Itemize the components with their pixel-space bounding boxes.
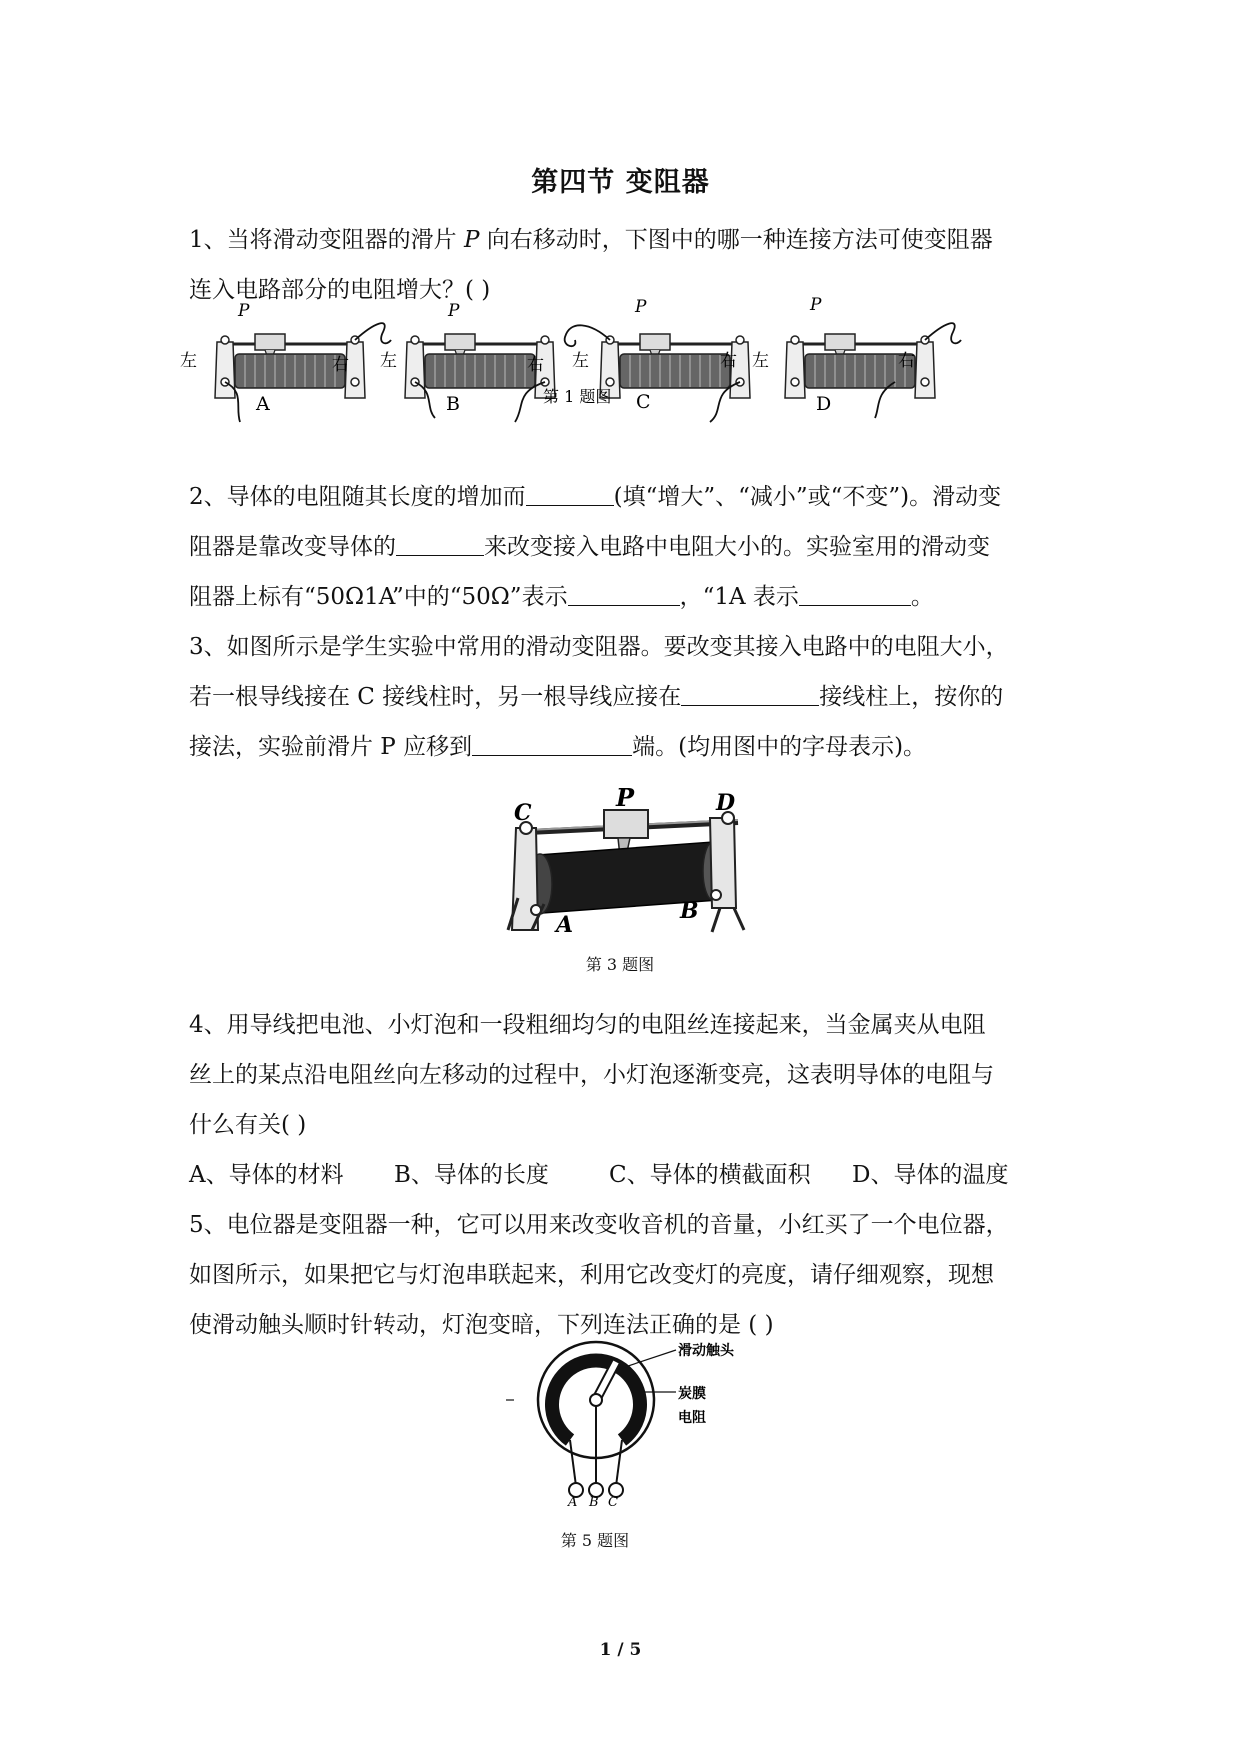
question-3: 3、如图所示是学生实验中常用的滑动变阻器。要改变其接入电路中的电阻大小， 若一根导线接在 C 接线柱时，另一根导线应接在 接线柱上，按你的 接法，实验前滑片 P 应移到 端。(均用图中的字母表示)。 <box>189 634 1009 760</box>
question-2: 2、导体的电阻随其长度的增加而 (填“增大”、“减小”或“不变”)。滑动变 阻器是靠改变导体的 来改变接入电路中电阻大小的。实验室用的滑动变 阻器上标有“50Ω1A”中的“50Ω”表示 ，“1A 表示 。 <box>189 472 1069 622</box>
fig3-label-b: B <box>680 898 699 924</box>
fig1-b-right-label: 右 <box>527 355 544 375</box>
fig5-resistor-label: 电阻 <box>678 1410 706 1426</box>
q4-options <box>189 1150 1069 1200</box>
figure-1-caption: 第 1 题图 <box>543 387 612 406</box>
fig5-slider-label: 滑动触头 <box>678 1343 734 1359</box>
question-5: 5、电位器是变阻器一种，它可以用来改变收音机的音量，小红买了一个电位器， 如图所示，如果把它与灯泡串联起来，利用它改变灯的亮度，请仔细观察，现想 使滑动触头顺时针转动，灯泡变暗，下列连法正确的是 ( ) <box>189 1212 1009 1338</box>
fig3-label-d: D <box>716 790 736 816</box>
option-d[interactable]: D、导体的温度 <box>852 1162 1009 1188</box>
fig1-c-slider-label: P <box>635 297 647 317</box>
answer-blank[interactable] <box>472 729 632 756</box>
fig5-label-c: C <box>608 1495 618 1510</box>
fig3-label-c: C <box>514 800 532 826</box>
fig1-d-slider-label: P <box>810 295 822 315</box>
fig1-b-slider-label: P <box>448 301 460 321</box>
fig5-label-a: A <box>568 1495 578 1510</box>
option-a[interactable]: A、导体的材料 <box>189 1162 344 1188</box>
page-number: 1 / 5 <box>599 1640 642 1660</box>
fig1-a-left-label: 左 <box>180 351 197 371</box>
fig1-b-label: B <box>446 393 460 415</box>
figure-1-rheostats <box>180 295 1070 462</box>
question-1: 1、当将滑动变阻器的滑片 P 向右移动时，下图中的哪一种连接方法可使变阻器 连入电路部分的电阻增大？( ) <box>189 227 993 303</box>
fig1-d-right-label: 右 <box>898 351 915 371</box>
answer-blank[interactable] <box>396 529 484 556</box>
fig5-label-b: B <box>589 1495 599 1510</box>
fig1-a-slider-label: P <box>238 301 250 321</box>
figure-5-caption: 第 5 题图 <box>560 1531 630 1550</box>
option-b[interactable]: B、导体的长度 <box>394 1162 549 1188</box>
option-c[interactable]: C、导体的横截面积 <box>609 1162 811 1188</box>
question-4: 4、用导线把电池、小灯泡和一段粗细均匀的电阻丝连接起来，当金属夹从电阻 丝上的某点沿电阻丝向左移动的过程中，小灯泡逐渐变亮，这表明导体的电阻与 什么有关( ) A、导体的材料 B、导体的长度 C、导体的横截面积 D、导体的温度 <box>189 1000 1069 1200</box>
fig1-b-left-label: 左 <box>380 351 397 371</box>
answer-blank[interactable] <box>526 479 614 506</box>
fig1-c-left-label: 左 <box>572 351 589 371</box>
page-title: 第四节 变阻器 <box>531 167 710 198</box>
fig1-d-left-label: 左 <box>752 351 769 371</box>
fig1-c-label: C <box>636 391 651 413</box>
fig5-film-label: 炭膜 <box>678 1386 706 1402</box>
fig1-a-label: A <box>256 393 270 415</box>
answer-blank[interactable] <box>799 579 911 606</box>
answer-blank[interactable] <box>681 679 819 706</box>
figure-3-rheostat <box>498 780 748 940</box>
fig3-label-a: A <box>556 912 574 938</box>
answer-blank[interactable] <box>568 579 680 606</box>
figure-3-caption: 第 3 题图 <box>585 955 655 974</box>
fig5-terminal-labels <box>560 1492 640 1512</box>
figure-5-potentiometer <box>520 1340 760 1500</box>
fig1-c-right-label: 右 <box>720 351 737 371</box>
fig1-a-right-label: 右 <box>332 355 349 375</box>
fig3-label-p: P <box>616 783 635 812</box>
fig1-d-label: D <box>816 393 832 415</box>
